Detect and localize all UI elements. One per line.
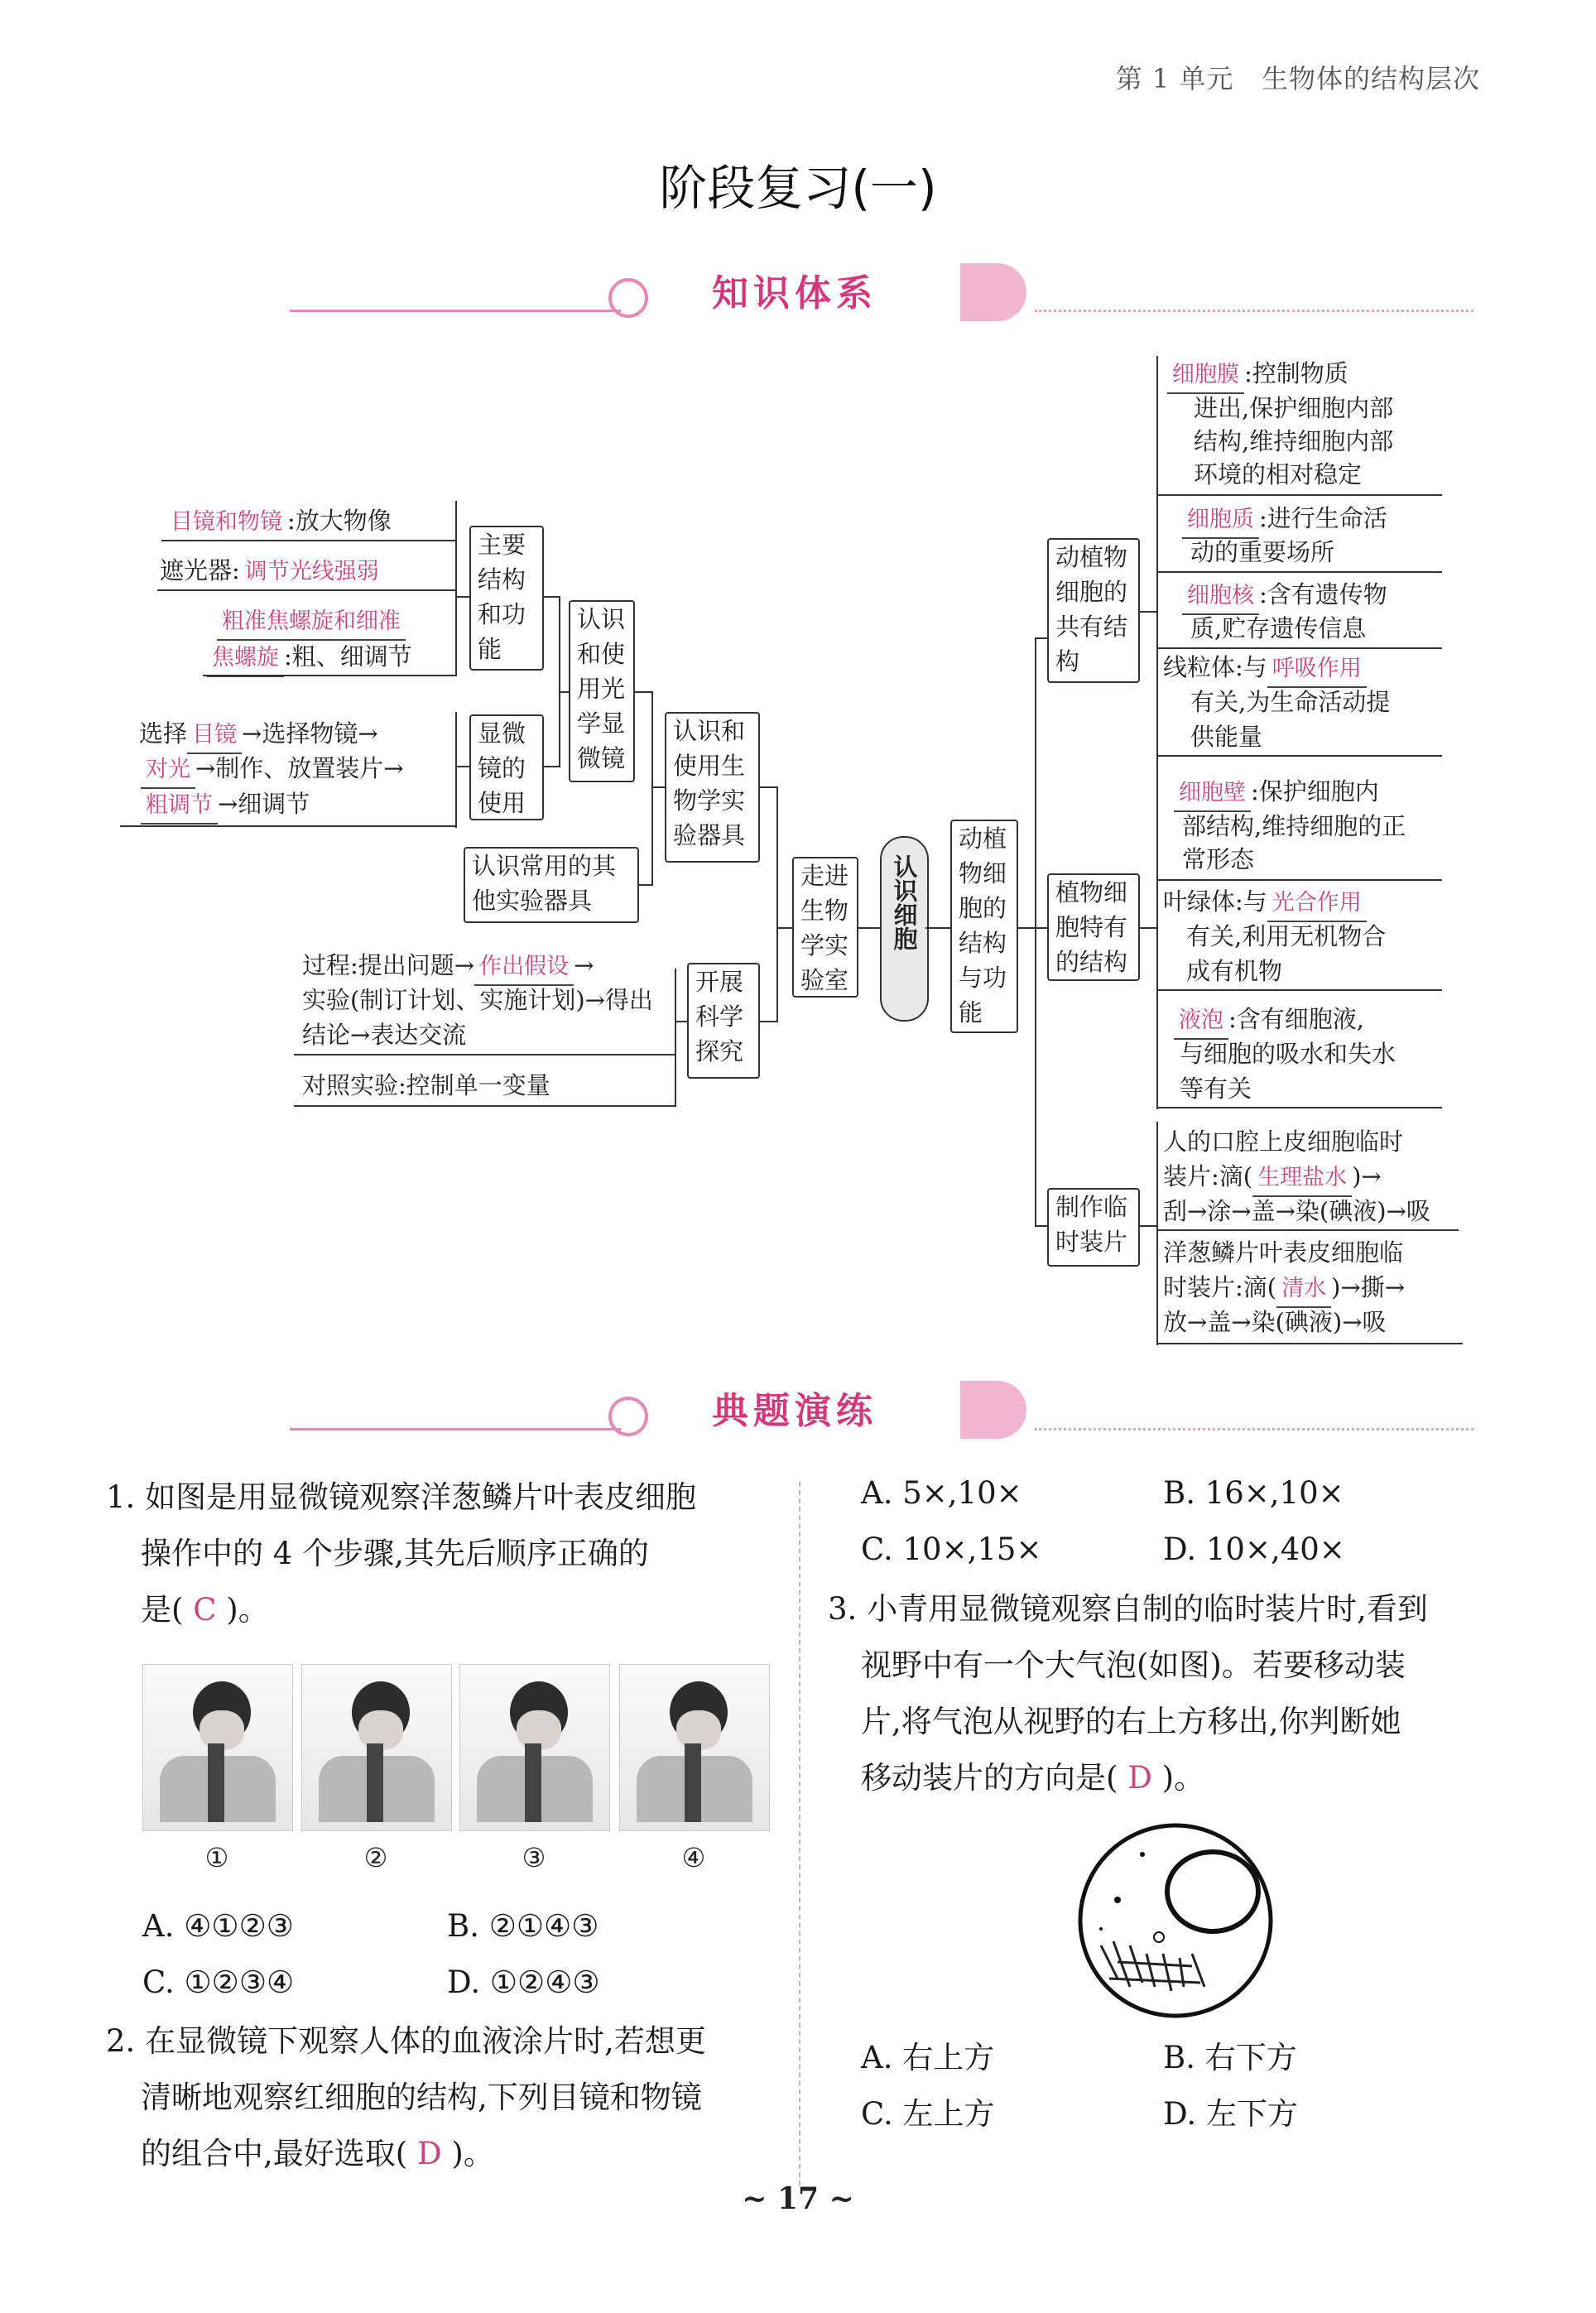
- rule: [157, 589, 455, 591]
- node-usage: 显微镜的使用: [469, 714, 544, 820]
- leaf-condenser: 遮光器: 调节光线强弱: [160, 553, 384, 591]
- leaf-wall-3: 常形态: [1182, 845, 1255, 873]
- node-common: 动植物细胞的共有结构: [1047, 538, 1140, 683]
- rule: [1035, 637, 1047, 639]
- leaf-vacuole: 液泡 :含有细胞液,: [1174, 1002, 1364, 1040]
- microscope-field-figure: [1068, 1821, 1283, 2020]
- rule: [294, 1054, 675, 1056]
- section-rule-right: [1035, 1428, 1473, 1431]
- rule: [455, 596, 469, 598]
- rule: [1156, 1343, 1463, 1344]
- rule: [858, 927, 880, 929]
- rule: [1140, 1225, 1156, 1227]
- q1-option-a[interactable]: A. ④①②③: [142, 1908, 294, 1944]
- leaf-membrane-2: 进出,保护细胞内部: [1194, 394, 1394, 422]
- q3-option-d[interactable]: D. 左下方: [1163, 2096, 1298, 2132]
- node-structure: 主要结构和功能: [469, 526, 544, 671]
- q1-option-d[interactable]: D. ①②④③: [447, 1964, 600, 2000]
- photo-label-3: ③: [522, 1842, 546, 1873]
- leaf-vacuole-3: 等有关: [1180, 1075, 1252, 1103]
- rule: [1156, 1229, 1459, 1231]
- running-header: [1116, 58, 1480, 96]
- q1-line2: 操作中的 4 个步骤,其先后顺序正确的: [141, 1536, 649, 1571]
- leaf-membrane-4: 环境的相对稳定: [1194, 460, 1363, 488]
- q1-line1: 1. 如图是用显微镜观察洋葱鳞片叶表皮细胞: [106, 1479, 697, 1515]
- rule: [1140, 611, 1156, 613]
- leaf-chloro-2: 有关,利用无机物合: [1186, 922, 1387, 950]
- leaf-membrane-3: 结构,维持细胞内部: [1194, 427, 1394, 455]
- photo-label-2: ②: [363, 1842, 388, 1873]
- rule: [1156, 879, 1442, 881]
- rule: [925, 927, 950, 929]
- q3-line3: 片,将气泡从视野的右上方移出,你判断她: [861, 1704, 1401, 1739]
- rule: [1035, 637, 1036, 1225]
- section-rule-left: [290, 1428, 621, 1431]
- rule: [1035, 1225, 1047, 1227]
- q3-line4: 移动装片的方向是( D )。: [861, 1760, 1205, 1796]
- leaf-onion-2: 时装片:滴( 清水 )→撕→: [1163, 1270, 1405, 1308]
- rule: [675, 1021, 687, 1022]
- rule: [651, 691, 653, 886]
- photo-label-1: ①: [204, 1842, 229, 1873]
- rule: [635, 691, 651, 693]
- rule: [203, 675, 455, 676]
- leaf-cytoplasm: 细胞质 :进行生命活: [1182, 501, 1387, 539]
- leaf-use-2: 对光 →制作、放置装片→: [141, 751, 404, 789]
- q2-option-d[interactable]: D. 10×,40×: [1163, 1532, 1345, 1567]
- magnifier-icon: [608, 278, 648, 318]
- unit-label: 第 1 单元: [1115, 63, 1234, 94]
- ribbon-icon: [960, 263, 1026, 321]
- leaf-use-3: 粗调节 →细调节: [141, 786, 310, 825]
- rule: [1156, 755, 1442, 757]
- section-rule-left: [290, 310, 621, 312]
- leaf-use-1: 选择 目镜 →选择物镜→: [139, 716, 378, 754]
- rule: [1156, 571, 1442, 573]
- rule: [760, 1021, 776, 1022]
- rule: [455, 766, 469, 767]
- ribbon-icon: [960, 1381, 1026, 1439]
- leaf-process-1: 过程:提出问题→ 作出假设 →: [302, 948, 594, 986]
- leaf-process-3: 结论→表达交流: [302, 1021, 467, 1049]
- leaf-focus-2: 焦螺旋 :粗、细调节: [207, 639, 412, 677]
- leaf-control: 对照实验:控制单一变量: [302, 1071, 550, 1099]
- rule: [1156, 647, 1442, 649]
- rule: [1156, 770, 1158, 1109]
- rule: [1156, 989, 1442, 991]
- q2-option-a[interactable]: A. 5×,10×: [861, 1475, 1022, 1511]
- leaf-onion-3: 放→盖→染(碘液)→吸: [1163, 1308, 1387, 1336]
- leaf-membrane: 细胞膜 :控制物质: [1167, 356, 1348, 394]
- photo-label-4: ④: [681, 1842, 706, 1873]
- leaf-human-2: 装片:滴( 生理盐水 )→: [1163, 1159, 1382, 1197]
- rule: [651, 786, 665, 788]
- rule: [1018, 927, 1035, 929]
- leaf-wall: 细胞壁 :保护细胞内: [1174, 774, 1379, 812]
- node-cell-structure: 动植物细胞的结构与功能: [950, 820, 1018, 1033]
- step-photo-4: [619, 1664, 770, 1831]
- q1-option-c[interactable]: C. ①②③④: [142, 1964, 295, 2000]
- q1-option-b[interactable]: B. ②①④③: [447, 1908, 599, 1944]
- q3-option-a[interactable]: A. 右上方: [861, 2040, 995, 2075]
- rule: [455, 501, 457, 676]
- leaf-mito-2: 有关,为生命活动提: [1190, 688, 1391, 716]
- leaf-chloro: 叶绿体:与 光合作用: [1163, 884, 1367, 922]
- rule: [455, 712, 457, 828]
- leaf-vacuole-2: 与细胞的吸水和失水: [1180, 1040, 1396, 1068]
- rule: [1156, 1122, 1158, 1345]
- rule: [639, 884, 651, 886]
- q2-option-c[interactable]: C. 10×,15×: [861, 1532, 1042, 1567]
- q3-line1: 3. 小青用显微镜观察自制的临时装片时,看到: [828, 1591, 1428, 1627]
- air-bubble: [1167, 1852, 1258, 1931]
- leaf-wall-2: 部结构,维持细胞的正: [1182, 812, 1406, 840]
- rule: [675, 969, 676, 1107]
- rule: [1156, 356, 1158, 807]
- section-rule-right: [1035, 310, 1473, 312]
- rule: [161, 540, 455, 541]
- node-plant: 植物细胞特有的结构: [1047, 873, 1140, 981]
- step-photo-3: [459, 1664, 610, 1831]
- column-divider: [799, 1482, 800, 2186]
- rule: [120, 825, 455, 827]
- rule: [559, 596, 560, 767]
- rule: [776, 786, 778, 1022]
- leaf-process-2: 实验(制订计划、实施计划)→得出: [302, 986, 653, 1014]
- node-lab: 走进生物学实验室: [792, 857, 858, 998]
- leaf-chloro-3: 成有机物: [1186, 957, 1283, 985]
- q3-option-c[interactable]: C. 左上方: [861, 2096, 995, 2132]
- q2-answer: D: [416, 2136, 442, 2171]
- rule: [1156, 1107, 1442, 1108]
- node-slide: 制作临时装片: [1047, 1188, 1140, 1267]
- leaf-mito: 线粒体:与 呼吸作用: [1163, 650, 1367, 688]
- leaf-focus: 粗准焦螺旋和细准: [217, 603, 406, 641]
- leaf-nucleus-2: 质,贮存遗传信息: [1190, 614, 1367, 642]
- q2-line3: 的组合中,最好选取( D )。: [141, 2136, 494, 2171]
- node-other-tools: 认识常用的其他实验器具: [464, 847, 639, 923]
- q3-answer: D: [1127, 1760, 1152, 1796]
- leaf-human-3: 刮→涂→盖→染(碘液)→吸: [1163, 1197, 1430, 1225]
- rule: [760, 786, 776, 788]
- node-lab-tools: 认识和使用生物学实验器具: [665, 712, 760, 863]
- rule: [1140, 927, 1156, 929]
- rule: [544, 766, 559, 767]
- leaf-mito-3: 供能量: [1190, 723, 1263, 751]
- unit-title: 生物体的结构层次: [1261, 63, 1480, 94]
- leaf-nucleus: 细胞核 :含有遗传物: [1182, 577, 1387, 615]
- node-microscope: 认识和使用光学显微镜: [569, 600, 635, 782]
- q1-line3: 是( C )。: [141, 1592, 269, 1628]
- page-title: 阶段复习(一): [659, 160, 937, 216]
- node-explore: 开展科学探究: [687, 963, 760, 1079]
- rule: [559, 691, 569, 693]
- q2-line2: 清晰地观察红细胞的结构,下列目镜和物镜: [141, 2080, 702, 2115]
- leaf-human: 人的口腔上皮细胞临时: [1163, 1128, 1404, 1156]
- q2-line1: 2. 在显微镜下观察人体的血液涂片时,若想更: [106, 2023, 706, 2059]
- step-photo-2: [301, 1664, 452, 1831]
- page-number: ~ 17 ~: [742, 2181, 854, 2216]
- center-node: [880, 836, 929, 1022]
- q3-line2: 视野中有一个大气泡(如图)。若要移动装: [861, 1647, 1406, 1683]
- rule: [1156, 494, 1442, 496]
- q2-option-b[interactable]: B. 16×,10×: [1163, 1475, 1344, 1511]
- step-photo-1: [142, 1664, 293, 1831]
- rule: [1035, 927, 1047, 929]
- center-label: 认识细胞: [890, 854, 919, 950]
- leaf-lens: 目镜和物镜 :放大物像: [166, 503, 392, 541]
- rule: [294, 1105, 675, 1107]
- q1-answer: C: [193, 1592, 217, 1628]
- rule: [544, 596, 559, 598]
- magnifier-icon: [608, 1397, 648, 1436]
- rule: [776, 927, 792, 929]
- leaf-onion: 洋葱鳞片叶表皮细胞临: [1163, 1238, 1404, 1267]
- leaf-cytoplasm-2: 动的重要场所: [1190, 538, 1335, 566]
- q3-option-b[interactable]: B. 右下方: [1163, 2040, 1297, 2075]
- section-practice: 典题演练: [712, 1390, 877, 1432]
- section-knowledge: 知识体系: [712, 272, 877, 315]
